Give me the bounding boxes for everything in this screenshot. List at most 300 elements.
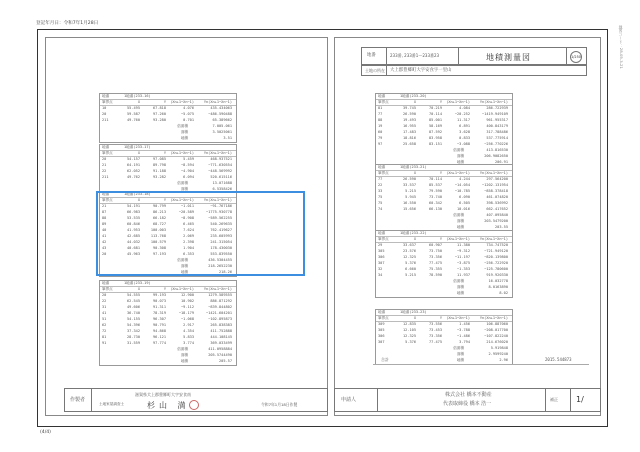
ledger-cell: 520.615116 <box>210 175 232 180</box>
ledger-cell: 94.868 <box>153 329 166 334</box>
ledger-cell: 12.105 <box>403 328 416 333</box>
ledger-sum-label: 倍面積 <box>453 148 464 153</box>
ledger-cell: 214.676020 <box>486 340 508 345</box>
ledger-cell: 21 <box>102 204 107 209</box>
ledger-cell: −589.562255 <box>208 216 232 221</box>
ledger-cell: 97.193 <box>153 252 166 257</box>
ledger-cell: 2.917 <box>183 323 194 328</box>
ledger-cell: −18.179 <box>178 311 194 316</box>
ledger-cell: 18.816 <box>403 136 416 141</box>
ledger-cell: 4.244 <box>459 177 470 182</box>
ledger-head-num: 地番 <box>378 309 386 314</box>
ledger-cell: 1.456 <box>459 322 470 327</box>
ledger-cell: 41 <box>102 311 107 316</box>
ledger-sum-value: 206.9082650 <box>484 154 508 159</box>
ledger-cell: 20 <box>102 252 107 257</box>
ledger-cell: −771.630554 <box>208 163 232 168</box>
ledger-sum-label: 倍面積 <box>177 181 188 186</box>
page-indicator: (4/4) <box>40 430 51 435</box>
ledger-cell: 97.260 <box>153 112 166 117</box>
ledger-cell: 73.356 <box>429 334 442 339</box>
ledger-cell: 5.376 <box>405 340 416 345</box>
ledger-col-header: Yn(Xn+1−Xn−1) <box>203 197 232 202</box>
ledger-cell: 11.937 <box>457 273 470 278</box>
ledger-cell: 85.001 <box>429 118 442 123</box>
ledger-col-header: Y <box>163 286 166 291</box>
ledger-cell: 5.376 <box>405 261 416 266</box>
ledger-sum-row <box>100 359 236 365</box>
ledger-sum-value: 2.96 <box>499 358 508 363</box>
ledger-cell: 97.774 <box>153 341 166 346</box>
applicant-company: 株式会社 橋本不動産 <box>445 392 492 398</box>
ledger-cell: 86.213 <box>153 210 166 215</box>
ledger-cell: 68.727 <box>153 222 166 227</box>
ledger-col-header: (Xn+1−Xn−1) <box>446 170 470 175</box>
ledger-col-header: (Xn+1−Xn−1) <box>170 286 194 291</box>
chiban-value: 233番, 233番1〜233番23 <box>390 53 440 58</box>
ledger-cell: −1.353 <box>457 267 470 272</box>
ledger-sum-value: 411.0958884 <box>208 347 232 352</box>
ledger-sum-value: 2.9599240 <box>488 352 508 357</box>
ledger-sum-value: 3.5025061 <box>212 130 232 135</box>
ledger-cell: 19 <box>378 124 383 129</box>
ledger-cell: −1.068 <box>181 317 194 322</box>
ledger-cell: 77 <box>378 112 383 117</box>
ledger-cell: 81 <box>102 335 107 340</box>
ledger-cell: 99.193 <box>153 293 166 298</box>
ledger-cell: 16.955 <box>403 124 416 129</box>
ledger-cell: 886.871292 <box>210 299 232 304</box>
ledger-sum-label: 面積 <box>456 352 464 357</box>
ledger-cell: 89 <box>102 222 107 227</box>
ledger-cell: 17.483 <box>403 130 416 135</box>
author-seal <box>189 400 199 410</box>
ledger-cell: −4.904 <box>181 169 194 174</box>
ledger-cell: 87 <box>102 210 107 215</box>
sheet-value: 1/ <box>576 395 584 404</box>
left-ledger-panel <box>45 37 328 416</box>
ledger-cell: 106.887060 <box>486 322 508 327</box>
ledger-lot: 1地番(233-21) <box>400 164 427 169</box>
ledger-cell: 26.590 <box>403 112 416 117</box>
ledger-sum-row <box>376 291 512 297</box>
ledger-cell: −448.569992 <box>208 169 232 174</box>
applicant-block <box>334 388 601 412</box>
ledger-col-header: Yn(Xn+1−Xn−1) <box>479 315 508 320</box>
ledger-cell: 1.904 <box>183 246 194 251</box>
ledger-cell: 5.215 <box>405 189 416 194</box>
ledger-cell: 211 <box>102 175 109 180</box>
ledger-cell: 22 <box>102 299 107 304</box>
ledger-cell: 59.587 <box>127 112 140 117</box>
ledger-lot: 1地番(233-23) <box>400 309 427 314</box>
ledger-cell: −1419.949109 <box>482 112 508 117</box>
ledger-head-sub: 筆界点 <box>102 99 113 104</box>
ledger-cell: 5.459 <box>183 157 194 162</box>
ledger-sum-value: 206.91 <box>495 160 508 165</box>
ledger-cell: 93.280 <box>153 118 166 123</box>
ledger-cell: 20 <box>102 112 107 117</box>
ledger-sum-value: 3.51 <box>223 136 232 141</box>
ledger-cell: 66.130 <box>429 207 442 212</box>
survey-sheet <box>37 29 608 427</box>
ledger-lot: 1地番(233-20) <box>400 93 427 98</box>
ledger-cell: 19.493 <box>403 118 416 123</box>
ledger-cell: 6.660 <box>405 267 416 272</box>
ledger-cell: 54.155 <box>127 317 140 322</box>
ledger-cell: 305 <box>378 328 385 333</box>
ledger-cell: 12.835 <box>403 322 416 327</box>
ledger-sum-label: 倍面積 <box>177 347 188 352</box>
ledger-cell: 91 <box>102 341 107 346</box>
location-label: 土地の所在 <box>365 68 385 73</box>
ledger-cell: 54.396 <box>127 323 140 328</box>
ledger-cell: 6.505 <box>459 201 470 206</box>
ledger-col-header: Y <box>439 236 442 241</box>
ledger-cell: 75 <box>378 195 383 200</box>
ledger-cell: 43 <box>102 246 107 251</box>
ledger-sum-label: 面積 <box>180 130 188 135</box>
ledger-cell: 6.090 <box>459 195 470 200</box>
title-block <box>361 47 587 65</box>
ledger-sum-value: 413.816530 <box>486 148 508 153</box>
ledger-cell: 1279.589555 <box>208 293 232 298</box>
ledger-cell: 79.590 <box>429 189 442 194</box>
author-label: 作製者 <box>70 397 86 403</box>
ledger-cell: −8.594 <box>181 163 194 168</box>
ledger-sum-label: 地積 <box>180 136 188 141</box>
ledger-cell: 33.637 <box>403 243 416 248</box>
ledger-col-header: Y <box>439 99 442 104</box>
ledger-cell: 307 <box>378 340 385 345</box>
ledger-cell: 44.032 <box>127 240 140 245</box>
ledger-cell: −20.252 <box>454 112 470 117</box>
ledger-cell: 5.215 <box>405 273 416 278</box>
ledger-cell: 42.685 <box>127 234 140 239</box>
ledger-cell: 369.033499 <box>210 341 232 346</box>
scale-badge: 1/250 <box>570 51 582 63</box>
ledger-cell: 96.307 <box>153 317 166 322</box>
ledger-cell: 22 <box>378 183 383 188</box>
ledger-cell: 73.740 <box>429 195 442 200</box>
ledger-cell: −820.139800 <box>484 255 508 260</box>
ledger-cell: 10.902 <box>181 299 194 304</box>
ledger-cell: 70.219 <box>429 106 442 111</box>
ledger-cell: 762.419627 <box>210 228 232 233</box>
ledger-sum-label: 倍面積 <box>177 258 188 263</box>
ledger-cell: 0.833 <box>459 136 470 141</box>
ledger-cell: 62.545 <box>127 299 140 304</box>
ledger-cell: −8.908 <box>181 216 194 221</box>
ledger-cell: 12.325 <box>403 334 416 339</box>
ledger-cell: 317.788486 <box>486 130 508 135</box>
ledger-sum-value: 205.57 <box>219 359 232 364</box>
ledger-col-header: X <box>413 315 416 320</box>
ledger-cell: 28.730 <box>127 335 140 340</box>
ledger-cell: −1.011 <box>181 204 194 209</box>
ledger-cell: 49.760 <box>127 118 140 123</box>
ledger-cell: 3.628 <box>459 130 470 135</box>
area-ledger-table <box>99 280 237 366</box>
location-value: 大上郡豊郷町大字安食字一里山 <box>390 68 452 73</box>
ledger-col-header: Yn(Xn+1−Xn−1) <box>479 236 508 241</box>
author-address: 滋賀県犬上郡豊郷町大字安食南 <box>135 392 191 397</box>
ledger-sum-label: 面積 <box>180 353 188 358</box>
ledger-sum-label: 倍面積 <box>453 213 464 218</box>
ledger-col-header: X <box>137 99 140 104</box>
ledger-cell: 73.750 <box>429 249 442 254</box>
ledger-sum-value: 218.2652230 <box>208 264 232 269</box>
ledger-cell: −9.312 <box>457 249 470 254</box>
author-block <box>64 388 328 412</box>
ledger-cell: 90.073 <box>153 299 166 304</box>
applicant-label: 申請人 <box>341 397 357 403</box>
ledger-cell: 55.495 <box>127 106 140 111</box>
ledger-cell: 74 <box>378 207 383 212</box>
ledger-cell: 4.076 <box>183 106 194 111</box>
ledger-head-num: 地番 <box>102 93 110 98</box>
ledger-cell: 70.114 <box>429 112 442 117</box>
ledger-cell: 20 <box>102 157 107 162</box>
ledger-cell: −256.770226 <box>484 142 508 147</box>
ledger-cell: 553.839550 <box>210 252 232 257</box>
registration-date-stamp: 登記年月日：令和7年1月28日 <box>36 21 99 26</box>
ledger-cell: 306 <box>378 334 385 339</box>
ledger-cell: 60 <box>378 130 383 135</box>
ledger-col-header: Y <box>163 150 166 155</box>
ledger-cell: −1202.131954 <box>482 183 508 188</box>
ledger-head-sub: 筆界点 <box>102 150 113 155</box>
area-ledger-table <box>375 93 513 167</box>
ledger-cell: 83.151 <box>429 142 442 147</box>
ledger-cell: 10.016 <box>457 207 470 212</box>
ledger-cell: 58.169 <box>429 124 442 129</box>
ledger-cell: 3.774 <box>183 341 194 346</box>
ledger-sum-label: 面積 <box>180 264 188 269</box>
ledger-sum-label: 地積 <box>456 225 464 230</box>
ledger-cell: 87.592 <box>429 130 442 135</box>
ledger-cell: 6.353 <box>183 252 194 257</box>
ledger-cell: 54.191 <box>127 204 140 209</box>
ledger-cell: 54.157 <box>127 157 140 162</box>
ledger-sum-label: 倍面積 <box>453 279 464 284</box>
ledger-col-header: Yn(Xn+1−Xn−1) <box>479 99 508 104</box>
ledger-cell: 66.983 <box>127 210 140 215</box>
ledger-cell: 0.701 <box>183 118 194 123</box>
ledger-cell: −3.788 <box>457 328 470 333</box>
ledger-cell: 5.833 <box>183 335 194 340</box>
ledger-col-header: Yn(Xn+1−Xn−1) <box>203 286 232 291</box>
ledger-head-num: 地番 <box>378 93 386 98</box>
ledger-sum-value: 7.005.061 <box>212 124 232 129</box>
ledger-cell: 77.475 <box>429 340 442 345</box>
ledger-sum-value: 436.5304455 <box>208 258 232 263</box>
ledger-sum-label: 地積 <box>456 358 464 363</box>
ledger-cell: 305 <box>378 249 385 254</box>
total-value: 2015.544873 <box>545 357 572 362</box>
ledger-cell: 12.900 <box>181 293 194 298</box>
ledger-cell: 66.182 <box>153 216 166 221</box>
ledger-col-header: X <box>137 197 140 202</box>
ledger-col-header: X <box>413 99 416 104</box>
ledger-cell: 64.191 <box>127 163 140 168</box>
ledger-cell: 306 <box>378 255 385 260</box>
ledger-sum-label: 地積 <box>180 359 188 364</box>
ledger-cell: 72 <box>102 329 107 334</box>
ledger-cell: 49.762 <box>127 175 140 180</box>
ledger-cell: 178.430030 <box>210 246 232 251</box>
ledger-cell: 73.356 <box>429 255 442 260</box>
ledger-col-header: Yn(Xn+1−Xn−1) <box>203 99 232 104</box>
ledger-cell: 73.556 <box>429 322 442 327</box>
ledger-cell: 40 <box>102 228 107 233</box>
ledger-cell: 33 <box>378 189 383 194</box>
ledger-cell: 83.958 <box>429 136 442 141</box>
ledger-cell: 6.465 <box>183 222 194 227</box>
ledger-head-num: 地番 <box>378 164 386 169</box>
ledger-cell: 3.794 <box>459 340 470 345</box>
ledger-col-header: Y <box>439 170 442 175</box>
ledger-cell: −3.875 <box>457 261 470 266</box>
ledger-cell: −486.590488 <box>208 112 232 117</box>
ledger-cell: 400.843179 <box>486 124 508 129</box>
ledger-cell: 16.550 <box>403 201 416 206</box>
ledger-col-header: (Xn+1−Xn−1) <box>446 236 470 241</box>
applicant-representative: 代表取締役 橋本 浩一 <box>443 401 492 407</box>
ledger-cell: 398.536992 <box>486 201 508 206</box>
ledger-cell: 51 <box>102 317 107 322</box>
ledger-cell: 12.325 <box>403 255 416 260</box>
ledger-cell: 2.398 <box>183 240 194 245</box>
ledger-cell: 75 <box>378 201 383 206</box>
ledger-col-header: Y <box>163 99 166 104</box>
ledger-cell: 90.308 <box>153 246 166 251</box>
ledger-cell: 22 <box>102 169 107 174</box>
ledger-head-sub: 筆界点 <box>378 315 389 320</box>
ledger-cell: 78.590 <box>429 273 442 278</box>
ledger-cell: 100.579 <box>150 240 166 245</box>
ledger-cell: 97.085 <box>153 157 166 162</box>
ledger-head-sub: 筆界点 <box>378 236 389 241</box>
ledger-sum-label: 地積 <box>180 270 188 275</box>
ledger-cell: −721.949120 <box>484 249 508 254</box>
ledger-cell: 40.681 <box>127 246 140 251</box>
ledger-cell: 97 <box>378 142 383 147</box>
ledger-cell: 78.319 <box>153 311 166 316</box>
ledger-cell: 4.354 <box>183 329 194 334</box>
ledger-cell: 60.846 <box>127 222 140 227</box>
ledger-col-header: X <box>413 236 416 241</box>
ledger-cell: 53.535 <box>127 216 140 221</box>
ledger-cell: 435.434063 <box>210 106 232 111</box>
area-ledger-table <box>375 230 513 298</box>
ledger-sum-label: 倍面積 <box>177 124 188 129</box>
sheet-label: 補正 <box>550 397 558 402</box>
ledger-cell: 100.003 <box>150 228 166 233</box>
ledger-col-header: (Xn+1−Xn−1) <box>170 99 194 104</box>
ledger-lot: 1地番(233-22) <box>400 230 427 235</box>
ledger-cell: −102.895873 <box>208 317 232 322</box>
ledger-sum-value: 218.26 <box>219 270 232 275</box>
ledger-sum-label: 面積 <box>456 285 464 290</box>
ledger-sum-label: 面積 <box>180 187 188 192</box>
ledger-head-sub: 筆界点 <box>378 99 389 104</box>
ledger-sum-label: 地積 <box>456 291 464 296</box>
ledger-cell: 33.537 <box>403 183 416 188</box>
ledger-cell: 15.656 <box>403 207 416 212</box>
ledger-sum-label: 地積 <box>456 160 464 165</box>
ledger-cell: 67.818 <box>153 106 166 111</box>
ledger-cell: 4.084 <box>459 106 470 111</box>
ledger-cell: 734.747520 <box>486 243 508 248</box>
ledger-cell: 411.752888 <box>210 329 232 334</box>
ledger-col-header: X <box>137 286 140 291</box>
ledger-cell: 468.937521 <box>210 157 232 162</box>
ledger-cell: 265.838383 <box>210 323 232 328</box>
ledger-cell: 62.052 <box>127 169 140 174</box>
ledger-cell: −125.780600 <box>484 267 508 272</box>
ledger-cell: 25.658 <box>403 142 416 147</box>
ledger-cell: 37.342 <box>127 329 140 334</box>
ledger-cell: 10 <box>102 106 107 111</box>
ledger-cell: 537.775914 <box>486 136 508 141</box>
ledger-cell: 21 <box>102 163 107 168</box>
ledger-cell: 6.094 <box>183 175 194 180</box>
ledger-sum-value: 407.095840 <box>486 213 508 218</box>
ledger-cell: −208.017700 <box>484 328 508 333</box>
ledger-sum-value: 13.071688 <box>212 181 232 186</box>
ledger-cell: 41.953 <box>127 228 140 233</box>
ledger-cell: 42 <box>102 240 107 245</box>
ledger-cell: −9.112 <box>181 305 194 310</box>
ledger-cell: −10.785 <box>454 189 470 194</box>
ledger-head-num: 地番 <box>378 230 386 235</box>
ledger-col-header: Yn(Xn+1−Xn−1) <box>203 150 232 155</box>
ledger-cell: −1421.604201 <box>206 311 232 316</box>
ledger-lot: 1地番(233-16) <box>124 93 151 98</box>
area-ledger-table <box>99 93 237 143</box>
ledger-cell: 309 <box>378 322 385 327</box>
ledger-lot: 1地番(233-19) <box>124 280 151 285</box>
ledger-head-num: 地番 <box>102 144 110 149</box>
ledger-cell: 235.605993 <box>210 234 232 239</box>
ledger-col-header: X <box>137 150 140 155</box>
ledger-cell: 73.453 <box>429 328 442 333</box>
ledger-cell: 241.315054 <box>210 240 232 245</box>
ledger-cell: −1.486 <box>457 334 470 339</box>
ledger-cell: 26.590 <box>403 177 416 182</box>
chiban-label: 地番 <box>367 53 376 58</box>
ledger-cell: −1775.930778 <box>206 210 232 215</box>
ledger-sum-value: 8.0163890 <box>488 285 508 290</box>
ledger-cell: 45.963 <box>127 252 140 257</box>
author-role: 土地家屋調査士 <box>99 402 125 406</box>
ledger-cell: 5.945 <box>405 195 416 200</box>
ledger-lot: 1地番(233-17) <box>124 144 151 149</box>
ledger-cell: 77 <box>378 177 383 182</box>
ledger-cell: 91.188 <box>153 169 166 174</box>
ledger-cell: −107.822240 <box>484 334 508 339</box>
ledger-cell: 29 <box>378 243 383 248</box>
ledger-cell: 113.768 <box>150 234 166 239</box>
ledger-col-header: Y <box>163 197 166 202</box>
ledger-head-sub: 筆界点 <box>102 197 113 202</box>
ledger-col-header: (Xn+1−Xn−1) <box>446 315 470 320</box>
ledger-sum-row <box>100 270 236 276</box>
ledger-cell: −14.054 <box>454 183 470 188</box>
ledger-cell: 919.920330 <box>486 273 508 278</box>
ledger-cell: −91.767186 <box>210 204 232 209</box>
